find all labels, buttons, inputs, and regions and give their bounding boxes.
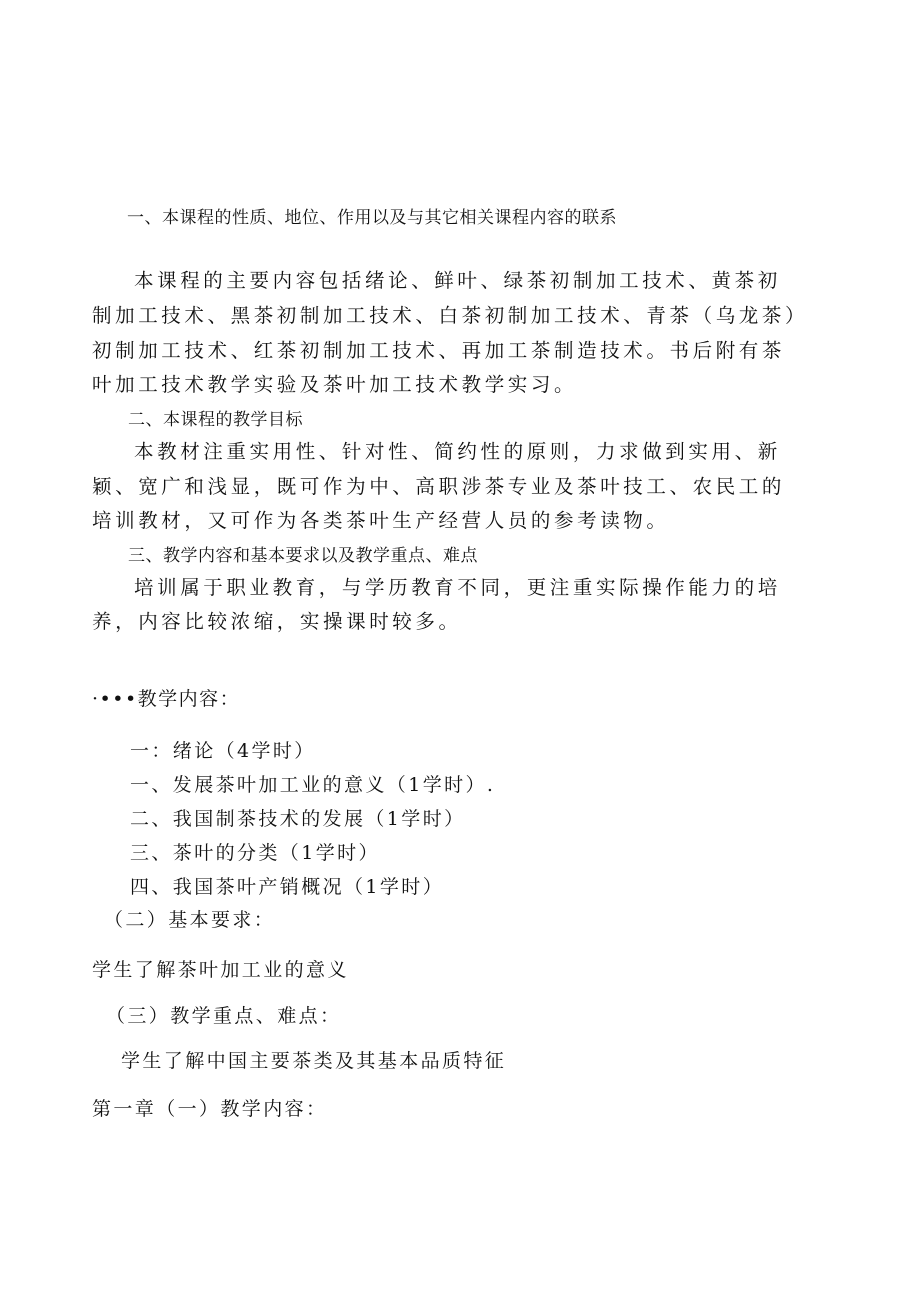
intro-item-4: 四、我国茶叶产销概况（1学时） bbox=[130, 876, 445, 898]
section2-line-2: 颖、宽广和浅显，既可作为中、高职涉茶专业及茶叶技工、农民工的 bbox=[92, 475, 786, 498]
section2-heading: 二、本课程的教学目标 bbox=[128, 410, 303, 430]
requirements-heading: （二）基本要求： bbox=[104, 909, 276, 931]
section1-line-3: 初制加工技术、红茶初制加工技术、再加工茶制造技术。书后附有茶 bbox=[92, 339, 786, 362]
section2-line-1: 本教材注重实用性、针对性、简约性的原则，力求做到实用、新 bbox=[134, 440, 781, 463]
intro-item-2: 二、我国制茶技术的发展（1学时） bbox=[130, 808, 466, 830]
key-points-heading: （三）教学重点、难点： bbox=[106, 1005, 342, 1027]
section1-heading: 一、本课程的性质、地位、作用以及与其它相关课程内容的联系 bbox=[127, 208, 617, 228]
intro-item-3: 三、茶叶的分类（1学时） bbox=[130, 842, 380, 864]
intro-item-1: 一、发展茶叶加工业的意义（1学时）. bbox=[130, 774, 496, 796]
section3-line-1: 培训属于职业教育，与学历教育不同，更注重实际操作能力的培 bbox=[134, 576, 781, 599]
section1-line-2: 制加工技术、黑茶初制加工技术、白茶初制加工技术、青茶（乌龙茶） bbox=[92, 304, 809, 327]
key-points-text: 学生了解中国主要茶类及其基本品质特征 bbox=[121, 1050, 507, 1072]
requirements-text: 学生了解茶叶加工业的意义 bbox=[92, 959, 349, 981]
content-heading: ·•••教学内容： bbox=[92, 688, 241, 710]
section1-line-1: 本课程的主要内容包括绪论、鲜叶、绿茶初制加工技术、黄茶初 bbox=[134, 269, 781, 292]
section1-line-4: 叶加工技术教学实验及茶叶加工技术教学实习。 bbox=[92, 373, 578, 396]
section3-heading: 三、教学内容和基本要求以及教学重点、难点 bbox=[128, 546, 478, 566]
section2-line-3: 培训教材，又可作为各类茶叶生产经营人员的参考读物。 bbox=[92, 509, 670, 532]
intro-title: 一：绪论（4学时） bbox=[130, 740, 316, 762]
chapter1-heading: 第一章（一）教学内容： bbox=[92, 1098, 328, 1120]
section3-line-2: 养，内容比较浓缩，实操课时较多。 bbox=[92, 610, 462, 633]
